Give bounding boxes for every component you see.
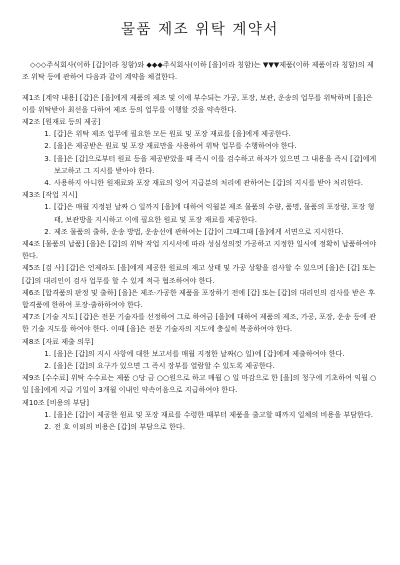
article-item — [22, 226, 378, 238]
article — [22, 92, 378, 116]
item-text: [갑]은 위탁 제조 업무에 필요한 모든 원료 및 포장 재료를 [을]에게 제공한다. — [54, 129, 291, 139]
article-item — [22, 201, 378, 225]
item-text: [을]은 [갑]이 제공한 원료 및 포장 재료를 수령한 때부터 제품을 출고할 때까지 일체의 비용을 부담한다. — [54, 409, 373, 419]
article-heading: 제2조 [원재료 등의 제공] — [22, 117, 101, 126]
item-number: 3. — [44, 153, 51, 163]
article — [22, 372, 378, 396]
item-number: 2. — [44, 141, 51, 151]
article — [22, 397, 378, 434]
item-text: 제조 물품의 출하, 운송 방법, 운송선에 관하여는 [갑]이 그때그때 [을]에게 서면으로 지시한다. — [54, 226, 344, 236]
item-number: 1. — [44, 348, 51, 358]
article-heading: 제4조 [물품의 납품] [을]은 [갑]의 위탁 작업 지시서에 따라 성심성의껏 가공하고 지정한 일시에 정확히 납품하여야 한다. — [22, 239, 377, 261]
article-heading: 제9조 [수수료] 위탁 수수료는 제품 ○당 금 ○○원으로 하고 매월 ○ 일 마감으로 한 [을]의 청구에 기초하여 익월 ○ 일 [을]에게 지급 기일이 3개월 이내인 약속어음으로 지급하여야 한다. — [22, 373, 377, 395]
article-item — [22, 128, 378, 140]
article-item — [22, 409, 378, 421]
article-item — [22, 153, 378, 177]
article-heading: 제6조 [합격품의 판정 및 출하] [을]은 제조·가공한 제품을 포장하기 전에 [갑] 또는 [갑]의 대리인의 검사를 받은 후 합격품에 한하여 포장·출하하여야 한다. — [22, 287, 375, 310]
article-heading: 제10조 [비용의 부담] — [22, 397, 90, 407]
article — [22, 287, 378, 311]
article-heading: 제8조 [자료 제출 의무] — [22, 336, 94, 346]
article — [22, 311, 378, 335]
article — [22, 189, 378, 238]
item-text: [을]은 [갑]의 요구가 있으면 그 즉시 장부를 열람할 수 있도록 제공한다. — [54, 361, 275, 371]
article-heading: 제3조 [작업 지시] — [22, 190, 78, 200]
item-text: [갑]은 매월 지정된 날짜 ○ 일까지 [을]에 대하여 익월분 제조 물품의 수량, 품명, 물품의 포장량, 포장 형태, 보관방을 지시하고 이에 필요한 원료 및 포장 재료를 제공한다. — [54, 202, 375, 224]
item-number: 1. — [44, 409, 51, 419]
document-title: 물품 제조 위탁 계약서 — [121, 22, 279, 38]
contract-intro: ◇◇◇주식회사(이하 [갑]이라 칭함)와 ◆◆◆주식회사(이하 [을]이라 칭함)는 ▼▼▼제품(이하 제품이라 칭함)의 제조 위탁 등에 관하여 다음과 같이 계약을 체결한다. — [22, 60, 374, 82]
article-list — [22, 92, 378, 434]
item-number: 4. — [44, 178, 51, 188]
item-text: 사용하지 아니한 원재료와 포장 재료의 잉여 지급분의 처리에 관하여는 [갑]의 지시를 받아 처리한다. — [54, 178, 363, 188]
article — [22, 262, 378, 286]
article-item — [22, 348, 378, 360]
article-item — [22, 140, 378, 152]
article — [22, 238, 378, 262]
article-heading: 제7조 [기술 지도] [갑]은 전문 기술자를 선정하여 그로 하여금 [을]에 대하여 제품의 제조, 가공, 포장, 운송 등에 관한 기술 지도를 하여야 한다. 이때 [을]은 전문 기술자의 지도에 충실히 복종하여야 한다. — [22, 312, 377, 334]
article-heading: 제1조 [계약 내용] [갑]은 [을]에게 제품의 제조 및 이에 부수되는 가공, 포장, 보관, 운송의 업무를 위탁하며 [을]은 이를 위탁받아 최선을 다하여 제조 등의 업무를 이행할 것을 약속한다. — [22, 92, 373, 114]
article-heading: 제5조 [검 사] [갑]은 언제라도 [을]에게 제공한 원료의 재고 상태 및 가공 상황을 검사할 수 있으며 [을]은 [갑] 또는 [갑]의 대리인이 검사 업무를 할 수 있게 적극 협조하여야 한다. — [22, 263, 376, 285]
item-text: [을]은 제공받은 원료 및 포장 재료만을 사용하여 위탁 업무를 수행하여야 한다. — [54, 141, 297, 151]
item-number: 1. — [44, 129, 51, 139]
item-number: 2. — [44, 226, 51, 236]
article-item — [22, 177, 378, 189]
article-item — [22, 421, 378, 433]
article-item — [22, 360, 378, 372]
item-number: 1. — [44, 202, 51, 212]
item-number: 2. — [44, 361, 51, 371]
item-text: 전 호 이외의 비용은 [갑]의 부담으로 한다. — [54, 422, 185, 432]
item-number: 2. — [44, 422, 51, 432]
article — [22, 336, 378, 373]
article — [22, 116, 378, 189]
item-text: [을]은 [갑]의 지시 사항에 대한 보고서를 매월 지정한 날짜(○ 일)에 [갑]에게 제출하여야 한다. — [54, 348, 345, 358]
item-text: [을]은 [갑]으로부터 원료 등을 제공받았을 때 즉시 이를 검수하고 하자가 있으면 그 내용을 즉시 [갑]에게 보고하고 그 지시를 받아야 한다. — [54, 153, 377, 175]
